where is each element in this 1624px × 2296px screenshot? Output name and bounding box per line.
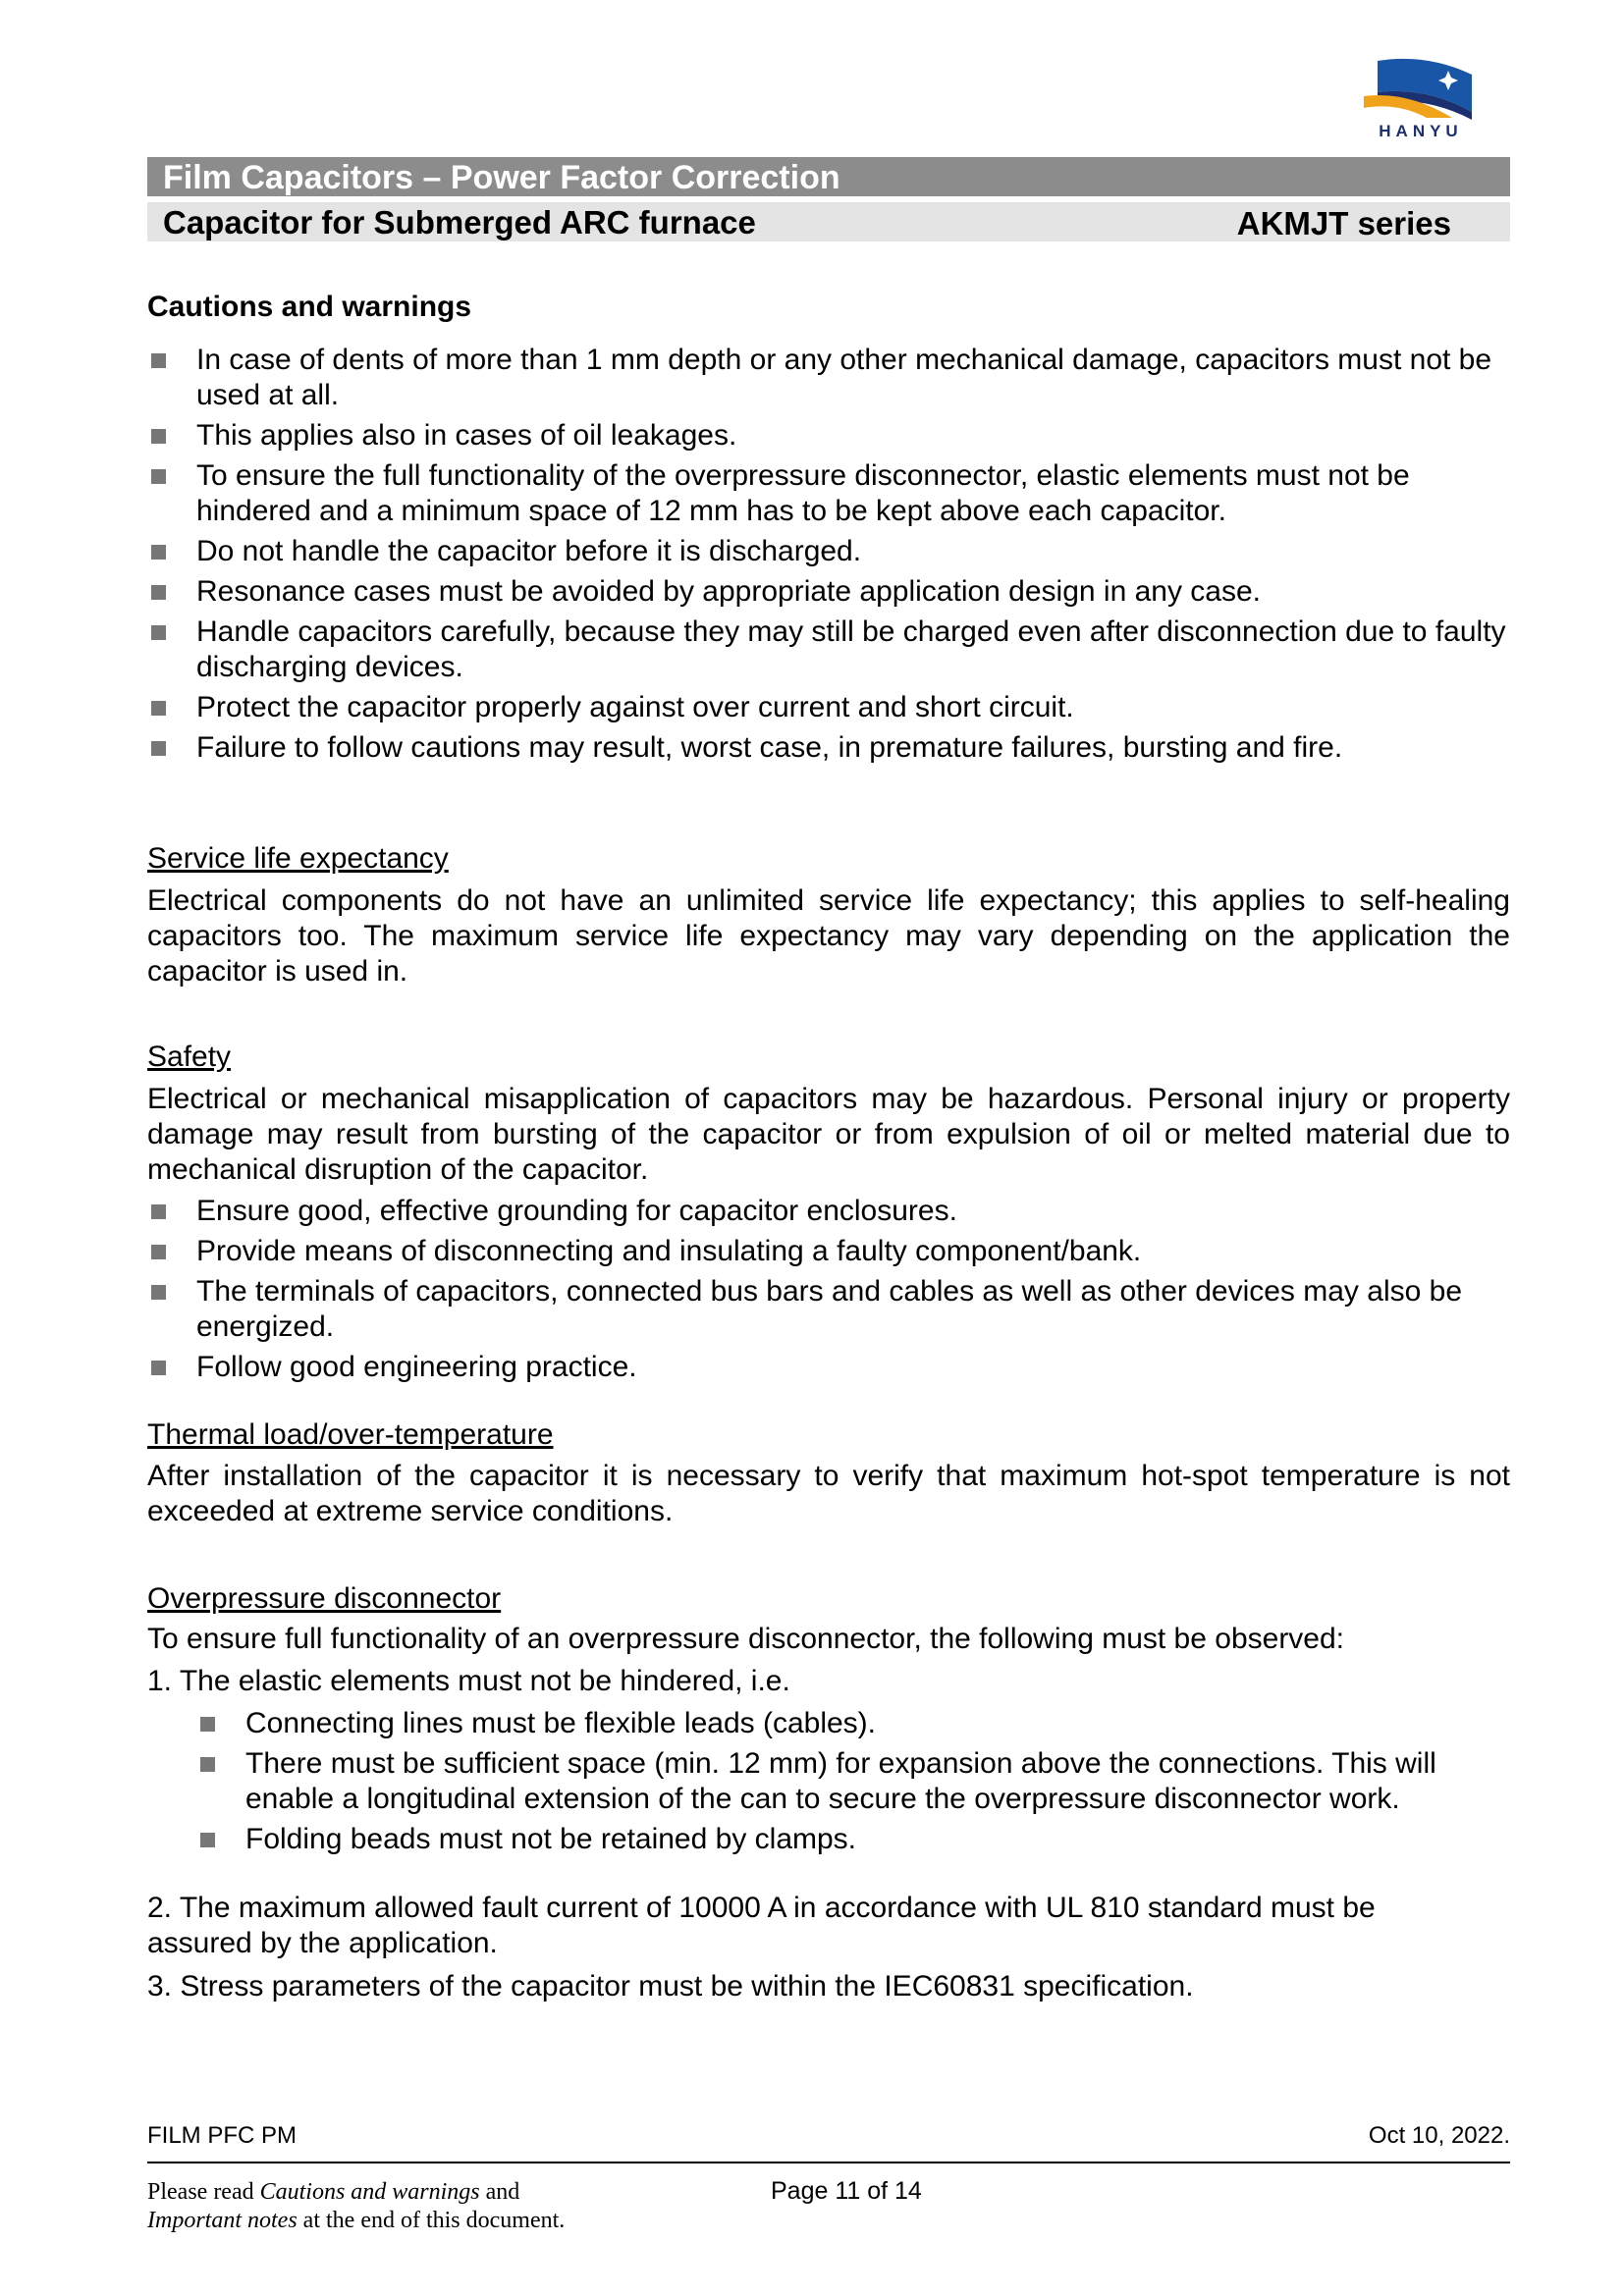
list-item: Connecting lines must be flexible leads (cables).	[196, 1706, 1510, 1741]
note-link-important: Important notes	[147, 2208, 298, 2233]
bullet-square-icon	[151, 469, 166, 484]
thermal-heading: Thermal load/over-temperature	[147, 1418, 554, 1451]
safety-list	[147, 1194, 1510, 1390]
overpressure-intro: To ensure full functionality of an overpressure disconnector, the following must be observed:	[147, 1623, 1345, 1655]
bullet-square-icon	[151, 1204, 166, 1219]
overpressure-point-1: 1. The elastic elements must not be hindered, i.e.	[147, 1665, 790, 1697]
bullet-square-icon	[151, 1285, 166, 1300]
service-life-heading: Service life expectancy	[147, 842, 449, 875]
bullet-square-icon	[151, 429, 166, 444]
hanyu-logo	[1358, 57, 1484, 151]
bullet-square-icon	[200, 1717, 215, 1732]
document-title: Film Capacitors – Power Factor Correction	[163, 159, 840, 196]
list-item: Folding beads must not be retained by clamps.	[196, 1822, 1510, 1857]
document-subtitle: Capacitor for Submerged ARC furnace	[163, 204, 756, 240]
overpressure-heading: Overpressure disconnector	[147, 1582, 502, 1615]
list-item: Provide means of disconnecting and insulating a faulty component/bank.	[147, 1234, 1510, 1269]
series-name: AKMJT series	[1236, 205, 1451, 241]
subtitle-bar	[147, 202, 1510, 241]
page-number: Page 11 of 14	[771, 2177, 922, 2205]
bullet-square-icon	[151, 585, 166, 600]
bullet-square-icon	[151, 545, 166, 560]
bullet-square-icon	[151, 625, 166, 640]
list-item: There must be sufficient space (min. 12 mm) for expansion above the connections. This will enable a longitudinal extension of the can to secure the overpressure disconnector work.	[196, 1746, 1510, 1817]
safety-heading: Safety	[147, 1041, 232, 1073]
list-item: Protect the capacitor properly against over current and short circuit.	[147, 690, 1510, 725]
footer-date: Oct 10, 2022.	[1368, 2122, 1510, 2149]
service-life-text: Electrical components do not have an unlimited service life expectancy; this applies to self-healing capacitors too. The maximum service life expectancy may vary depending on the application the capacitor is used in.	[147, 884, 1510, 988]
bullet-square-icon	[151, 701, 166, 716]
bullet-square-icon	[151, 1245, 166, 1259]
overpressure-sub-list	[196, 1706, 1510, 1862]
list-item: In case of dents of more than 1 mm depth or any other mechanical damage, capacitors must not be used at all.	[147, 343, 1510, 413]
bullet-square-icon	[151, 353, 166, 368]
footer-doc-code: FILM PFC PM	[147, 2122, 298, 2149]
overpressure-point-3: 3. Stress parameters of the capacitor must be within the IEC60831 specification.	[147, 1970, 1194, 2002]
list-item: This applies also in cases of oil leakages.	[147, 418, 1510, 454]
footer-divider	[147, 2162, 1510, 2163]
title-bar	[147, 157, 1510, 196]
thermal-text: After installation of the capacitor it is necessary to verify that maximum hot-spot temperature is not exceeded at extreme service conditions.	[147, 1460, 1510, 1527]
hanyu-logo-icon	[1358, 57, 1484, 122]
safety-text: Electrical or mechanical misapplication of capacitors may be hazardous. Personal injury or property damage may result from bursting of the capacitor or from expulsion of oil or melted material due to mechanical disruption of the capacitor.	[147, 1083, 1510, 1186]
bullet-square-icon	[200, 1757, 215, 1772]
cautions-heading: Cautions and warnings	[147, 291, 472, 323]
bullet-square-icon	[200, 1833, 215, 1847]
list-item: Failure to follow cautions may result, worst case, in premature failures, bursting and fire.	[147, 730, 1510, 766]
bullet-square-icon	[151, 741, 166, 756]
overpressure-point-2: 2. The maximum allowed fault current of 10000 A in accordance with UL 810 standard must be assured by the application.	[147, 1892, 1376, 1959]
list-item: To ensure the full functionality of the overpressure disconnector, elastic elements must not be hindered and a minimum space of 12 mm has to be kept above each capacitor.	[147, 458, 1510, 529]
list-item: Ensure good, effective grounding for capacitor enclosures.	[147, 1194, 1510, 1229]
list-item: Resonance cases must be avoided by appropriate application design in any case.	[147, 574, 1510, 610]
list-item: The terminals of capacitors, connected bus bars and cables as well as other devices may also be energized.	[147, 1274, 1510, 1345]
list-item: Do not handle the capacitor before it is discharged.	[147, 534, 1510, 569]
logo-text: HANYU	[1379, 122, 1463, 140]
note-link-cautions: Cautions and warnings	[259, 2179, 480, 2205]
list-item: Follow good engineering practice.	[147, 1350, 1510, 1385]
footer-note: Please read Cautions and warnings and Important notes at the end of this document.	[147, 2179, 566, 2233]
bullet-square-icon	[151, 1361, 166, 1375]
list-item: Handle capacitors carefully, because they may still be charged even after disconnection due to faulty discharging devices.	[147, 614, 1510, 685]
cautions-list	[147, 343, 1510, 771]
